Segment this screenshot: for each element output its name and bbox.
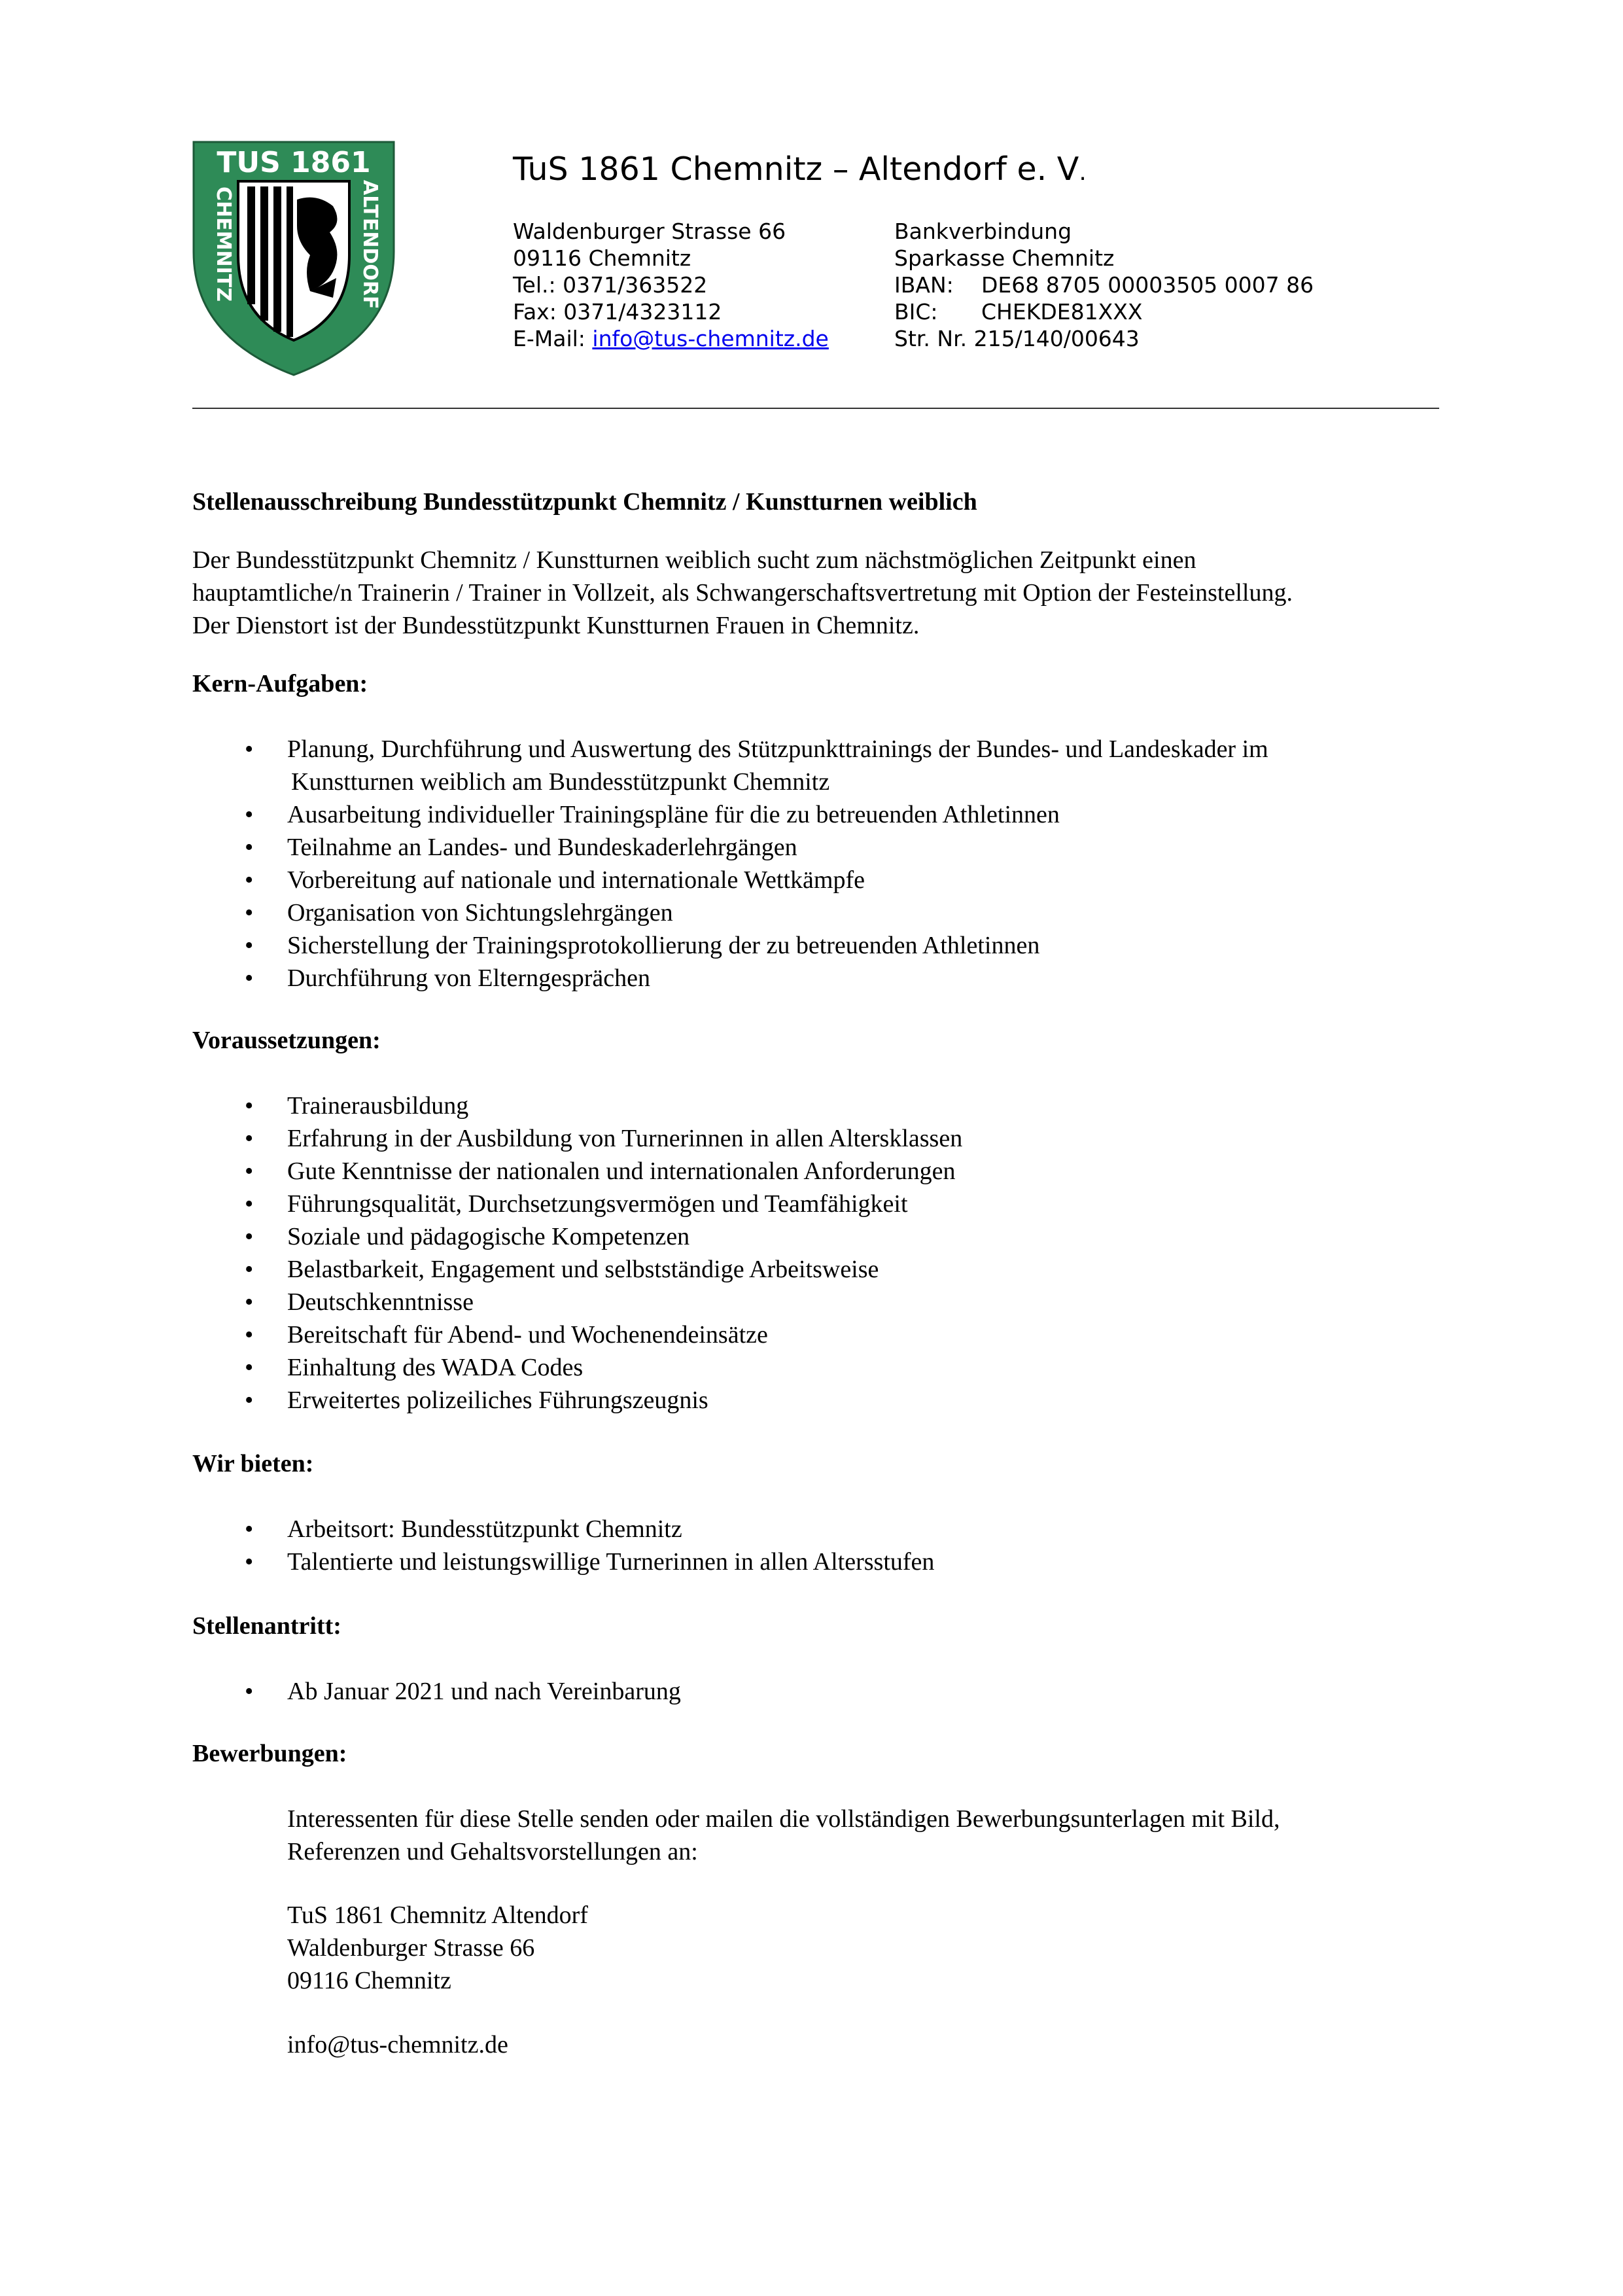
applications-heading: Bewerbungen:	[192, 1740, 347, 1767]
list-item: • Erfahrung in der Ausbildung von Turnerinnen in allen Altersklassen	[192, 1122, 962, 1155]
bank-name: Sparkasse Chemnitz	[894, 245, 1115, 271]
list-item: • Sicherstellung der Trainingsprotokollierung der zu betreuenden Athletinnen	[192, 929, 1268, 962]
list-item: • Einhaltung des WADA Codes	[192, 1351, 962, 1384]
list-item: • Durchführung von Elterngesprächen	[192, 962, 1268, 995]
applications-text	[287, 1803, 1280, 1868]
address-city: 09116 Chemnitz	[513, 245, 691, 271]
organization-name	[513, 150, 1087, 189]
bank-heading: Bankverbindung	[894, 219, 1072, 244]
applications-address-line: 09116 Chemnitz	[287, 1967, 451, 1994]
address-fax: Fax: 0371/4323112	[513, 299, 722, 325]
address-tel: Tel.: 0371/363522	[513, 272, 708, 298]
list-item: • Talentierte und leistungswillige Turnerinnen in allen Altersstufen	[192, 1545, 934, 1578]
start-heading: Stellenantritt:	[192, 1612, 341, 1640]
iban-label: IBAN:	[894, 272, 954, 298]
requirements-list	[192, 1089, 962, 1417]
bic-value: CHEKDE81XXX	[981, 299, 1143, 325]
logo-left-text: CHEMNITZ	[212, 186, 235, 302]
logo-right-text: ALTENDORF	[358, 180, 381, 309]
organization-name-dot: .	[1079, 159, 1087, 186]
list-item: • Ab Januar 2021 und nach Vereinbarung	[192, 1675, 681, 1708]
bank-block	[894, 218, 1314, 352]
list-item: • Ausarbeitung individueller Trainingspläne für die zu betreuenden Athletinnen	[192, 798, 1268, 831]
intro-line: hauptamtliche/n Trainerin / Trainer in Vollzeit, als Schwangerschaftsvertretung mit Option der Festeinstellung.	[192, 579, 1293, 607]
list-item	[192, 733, 1268, 798]
list-item: • Arbeitsort: Bundesstützpunkt Chemnitz	[192, 1513, 934, 1545]
offer-list	[192, 1513, 934, 1578]
address-block	[513, 218, 829, 352]
address-email-row	[513, 325, 829, 352]
tax-number: Str. Nr. 215/140/00643	[894, 326, 1140, 351]
applications-text-line: Referenzen und Gehaltsvorstellungen an:	[287, 1838, 698, 1865]
applications-address-line: Waldenburger Strasse 66	[287, 1934, 535, 1962]
offer-heading: Wir bieten:	[192, 1450, 314, 1477]
club-logo	[192, 141, 395, 376]
job-title: Stellenausschreibung Bundesstützpunkt Chemnitz / Kunstturnen weiblich	[192, 488, 977, 516]
list-item: • Vorbereitung auf nationale und internationale Wettkämpfe	[192, 864, 1268, 896]
applications-address-line: TuS 1861 Chemnitz Altendorf	[287, 1901, 588, 1929]
list-item: • Deutschkenntnisse	[192, 1286, 962, 1318]
applications-address	[287, 1899, 588, 1997]
bank-iban-row	[894, 272, 1314, 298]
list-item: • Trainerausbildung	[192, 1089, 962, 1122]
applications-email	[287, 2028, 508, 2061]
list-item: • Bereitschaft für Abend- und Wochenendeinsätze	[192, 1318, 962, 1351]
intro-line: Der Bundesstützpunkt Chemnitz / Kunstturnen weiblich sucht zum nächstmöglichen Zeitpunkt einen	[192, 546, 1196, 574]
list-item: • Gute Kenntnisse der nationalen und internationalen Anforderungen	[192, 1155, 962, 1188]
intro-paragraph	[192, 544, 1468, 642]
list-item: • Führungsqualität, Durchsetzungsvermögen und Teamfähigkeit	[192, 1188, 962, 1220]
logo-top-text: TUS 1861	[217, 146, 371, 179]
list-item: • Erweitertes polizeiliches Führungszeugnis	[192, 1384, 962, 1417]
bic-label: BIC:	[894, 299, 938, 325]
list-item: • Organisation von Sichtungslehrgängen	[192, 896, 1268, 929]
start-list	[192, 1675, 681, 1708]
requirements-heading: Voraussetzungen:	[192, 1027, 381, 1054]
list-item: • Soziale und pädagogische Kompetenzen	[192, 1220, 962, 1253]
email-link[interactable]: info@tus-chemnitz.de	[592, 326, 829, 351]
list-item-text: Planung, Durchführung und Auswertung des Stützpunkttrainings der Bundes- und Landeskader im	[287, 735, 1268, 763]
applications-email-text: info@tus-chemnitz.de	[287, 2031, 508, 2058]
organization-name-text: TuS 1861 Chemnitz – Altendorf e. V	[513, 150, 1079, 188]
tasks-list	[192, 733, 1268, 995]
address-street: Waldenburger Strasse 66	[513, 219, 786, 244]
email-label: E-Mail:	[513, 326, 593, 351]
iban-value: DE68 8705 00003505 0007 86	[981, 272, 1314, 298]
list-item: • Teilnahme an Landes- und Bundeskaderlehrgängen	[192, 831, 1268, 864]
header-divider	[192, 408, 1439, 409]
applications-text-line: Interessenten für diese Stelle senden oder mailen die vollständigen Bewerbungsunterlagen mit Bild,	[287, 1805, 1280, 1833]
list-item-continuation: Kunstturnen weiblich am Bundesstützpunkt Chemnitz	[291, 768, 830, 796]
intro-line: Der Dienstort ist der Bundesstützpunkt Kunstturnen Frauen in Chemnitz.	[192, 612, 920, 639]
list-item: • Belastbarkeit, Engagement und selbstständige Arbeitsweise	[192, 1253, 962, 1286]
tasks-heading: Kern-Aufgaben:	[192, 670, 368, 698]
bank-bic-row	[894, 298, 1314, 325]
